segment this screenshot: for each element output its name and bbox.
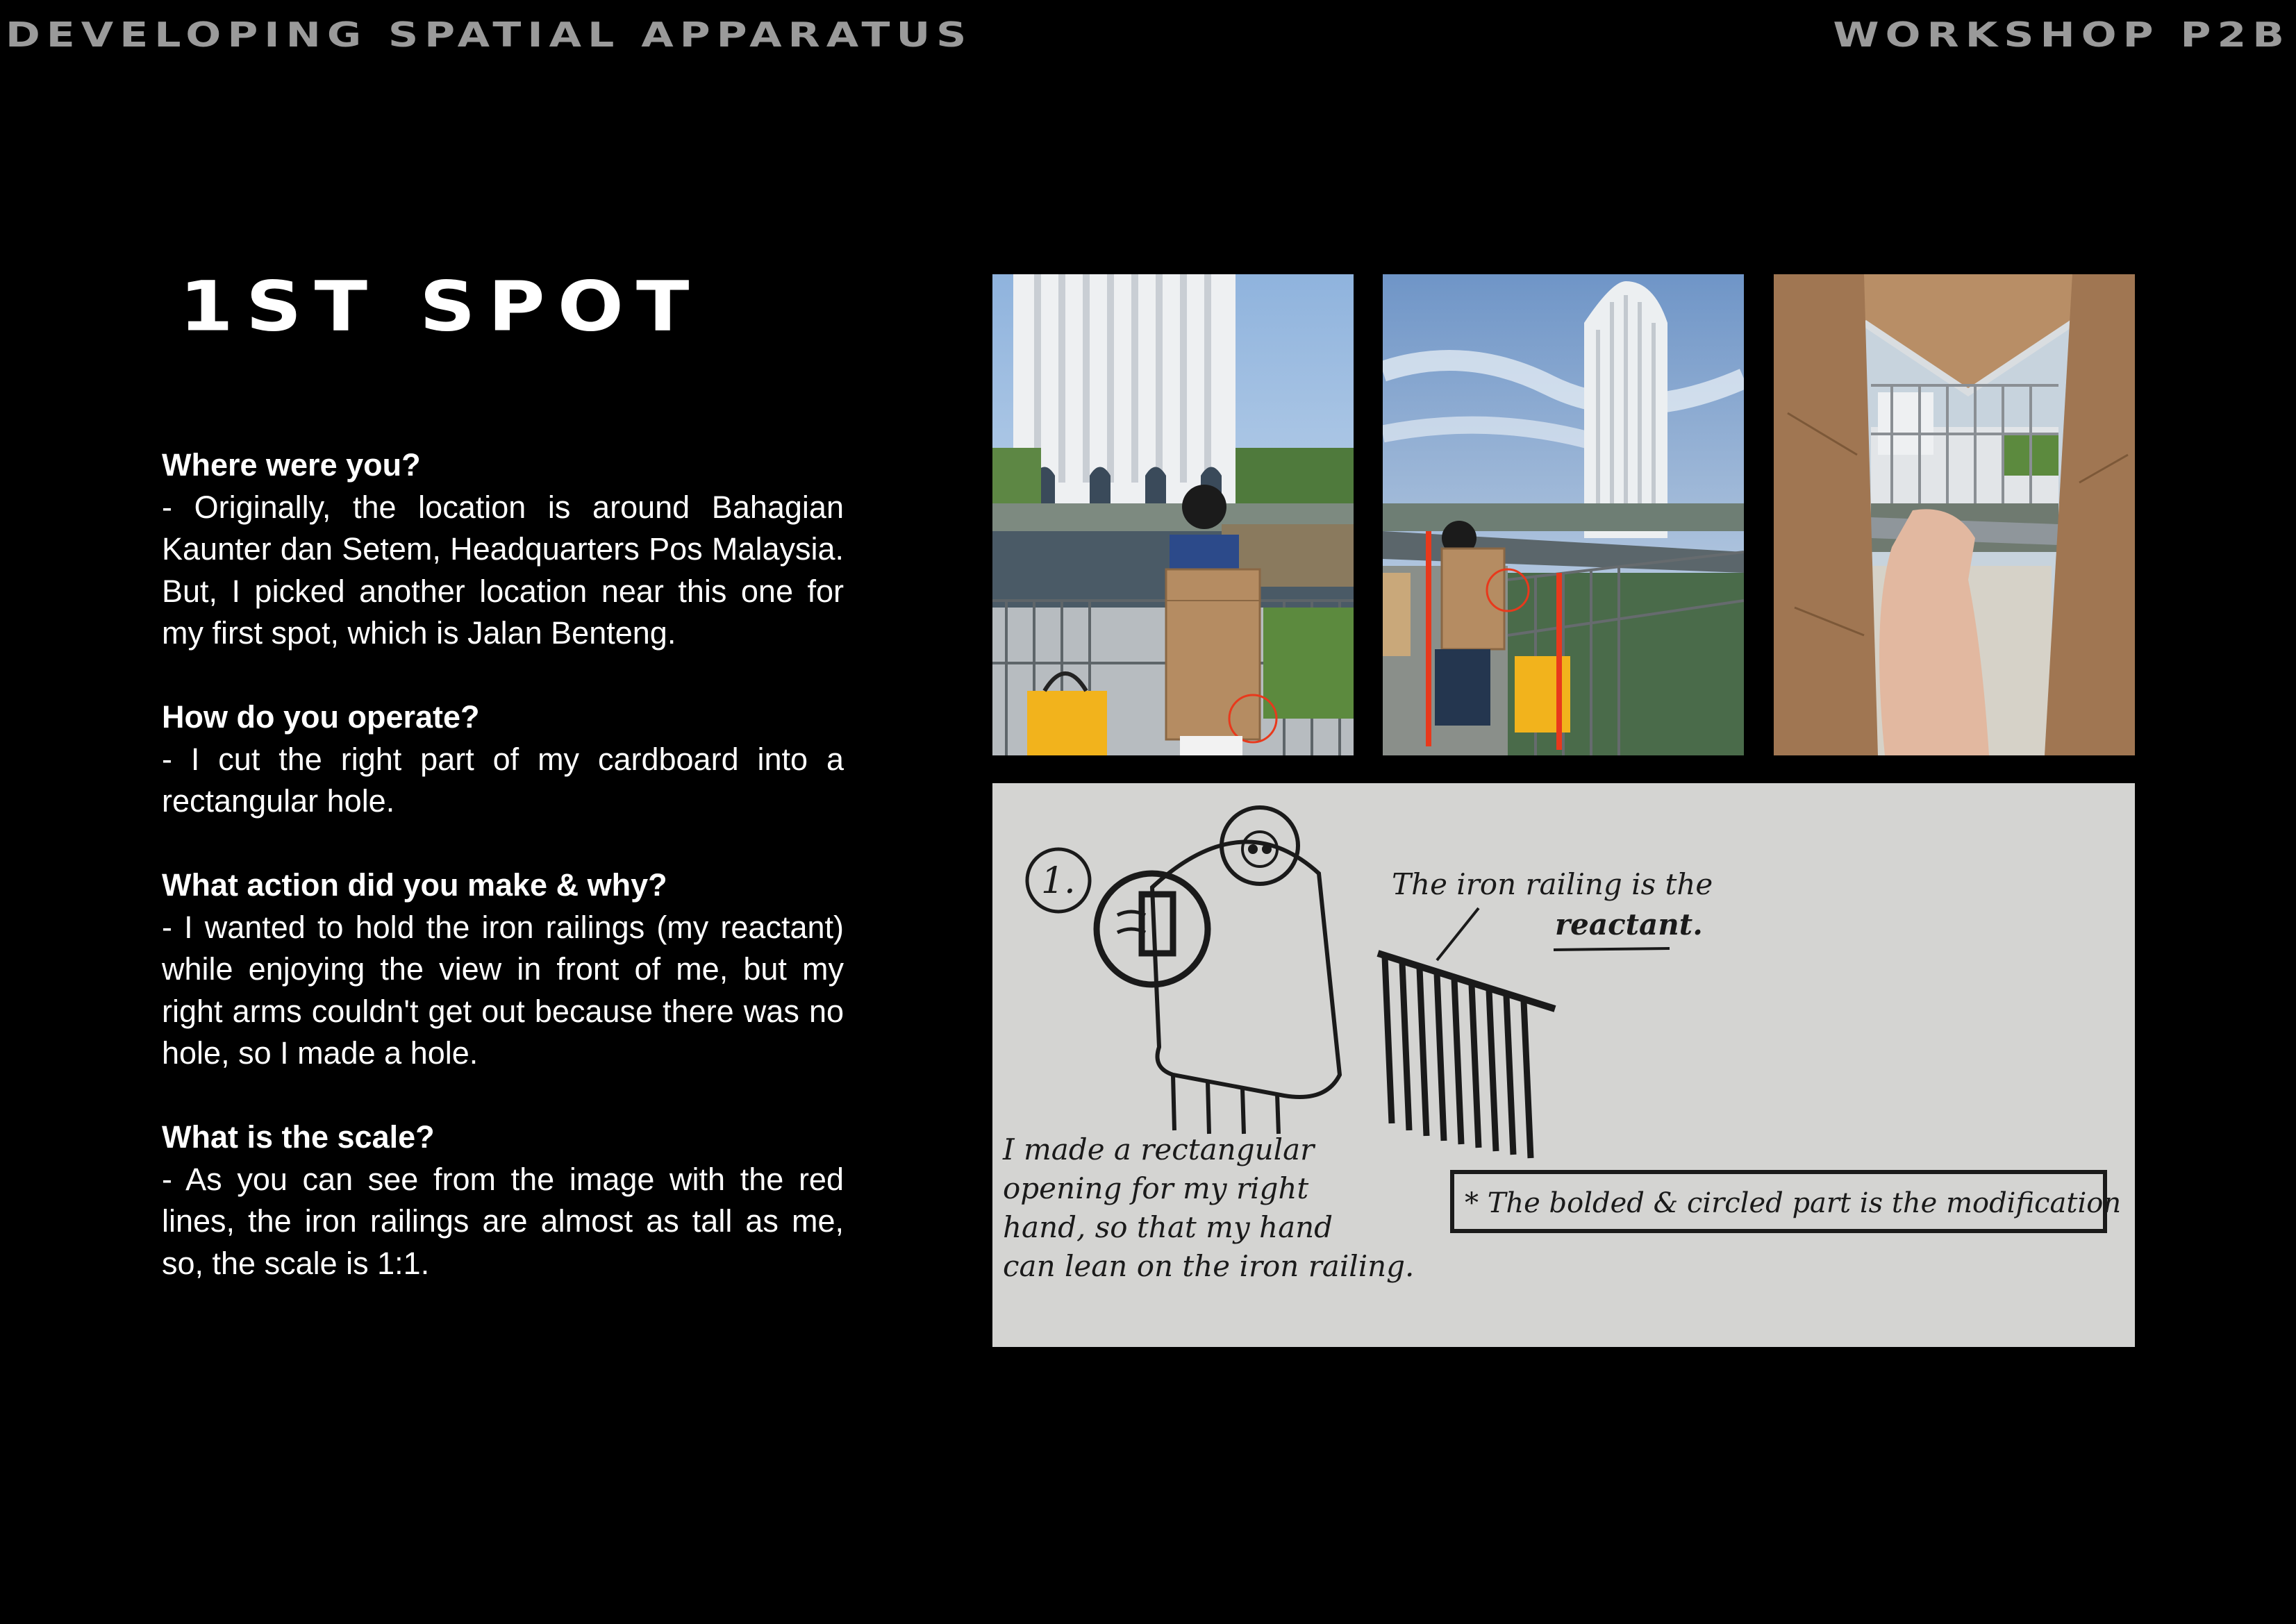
qa-section [162, 444, 844, 1327]
answer-location: - Originally, the location is around Bahagian Kaunter dan Setem, Headquarters Pos Malaysia. But, I picked another location near this one for my first spot, which is Jalan Benteng. [162, 489, 844, 651]
question-scale: What is the scale? [162, 1119, 435, 1155]
question-operate: How do you operate? [162, 699, 480, 735]
sketch-number: 1. [1041, 860, 1076, 902]
sketch-note-opening-line2: opening for my right [1003, 1171, 1309, 1205]
question-location: Where were you? [162, 447, 421, 483]
concept-sketch [992, 783, 2135, 1347]
sketch-note-opening-line3: hand, so that my hand [1003, 1210, 1333, 1244]
answer-scale: - As you can see from the image with the red lines, the iron railings are almost as tall as me, so, the scale is 1:1. [162, 1161, 844, 1281]
sketch-note-opening-line4: can lean on the iron railing. [1003, 1249, 1415, 1283]
question-action: What action did you make & why? [162, 867, 667, 903]
header-right: WORKSHOP P2B [1833, 15, 2290, 56]
qa-block-action [162, 864, 844, 1075]
photo-person-with-cardboard-back [992, 274, 1354, 755]
photo-view-through-opening [1774, 274, 2135, 755]
qa-block-scale [162, 1116, 844, 1284]
sketch-note-railing-line2: reactant. [1555, 907, 1703, 941]
qa-block-operate [162, 696, 844, 823]
answer-operate: - I cut the right part of my cardboard into a rectangular hole. [162, 741, 844, 819]
qa-block-location [162, 444, 844, 655]
sketch-note-railing-line1: The iron railing is the [1392, 867, 1713, 901]
answer-action: - I wanted to hold the iron railings (my reactant) while enjoying the view in front of me, but my right arms couldn't get out because there was no hole, so I made a hole. [162, 909, 844, 1071]
page-title: 1ST SPOT [179, 267, 702, 347]
sketch-note-opening-line1: I made a rectangular [1003, 1132, 1315, 1166]
header-left: DEVELOPING SPATIAL APPARATUS [6, 15, 973, 56]
sketch-note-modification: * The bolded & circled part is the modification [1465, 1187, 2122, 1219]
photo-scale-red-lines [1383, 274, 1744, 755]
